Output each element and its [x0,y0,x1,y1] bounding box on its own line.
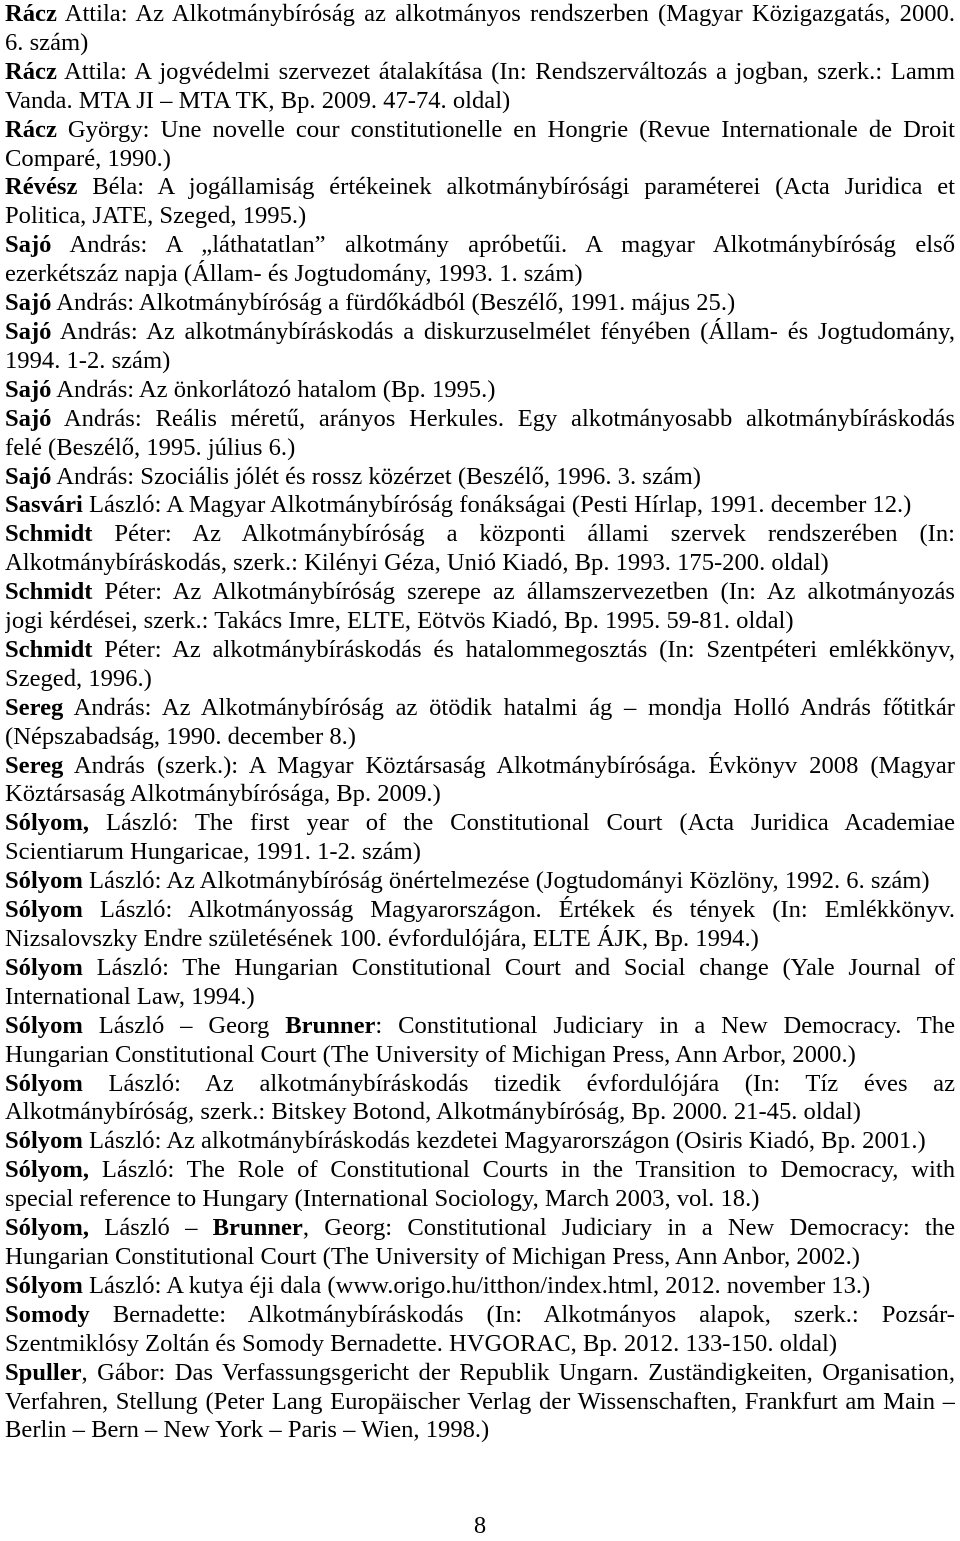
entry-text: Politica, JATE, Szeged, 1995.) [5,202,307,230]
bibliography-entry [5,694,955,752]
author-name: Sólyom, [5,809,90,837]
entry-text: András: Szociális jólét és rossz közérzet (Beszélő, 1996. 3. szám) [51,462,701,490]
entry-text: 6. szám) [5,28,89,56]
bibliography-entry [5,116,955,174]
author-name: Rácz [5,57,57,85]
entry-text: Péter: Az Alkotmánybíróság szerepe az államszervezetben (In: Az alkotmányozás [92,578,955,606]
author-name: Brunner [285,1011,376,1039]
entry-line [5,549,955,578]
author-name: Sólyom, [5,1214,90,1242]
entry-text: László: A kutya éji dala (www.origo.hu/itthon/index.html, 2012. november 13.) [82,1271,871,1299]
bibliography-entry [5,578,955,636]
bibliography-entry [5,520,955,578]
entry-line [5,665,955,694]
bibliography-entry [5,896,955,954]
entry-line [5,867,955,896]
author-name: Sereg [5,693,64,721]
bibliography-entry [5,752,955,810]
entry-line [5,607,955,636]
entry-text: Nizsalovszky Endre születésének 100. évfordulójára, ELTE ÁJK, Bp. 1994.) [5,925,759,952]
entry-text: Verfahren, Stellung (Peter Lang Europäischer Verlag der Wissenschaften, Frankfurt am Main – [5,1387,955,1415]
entry-text: (Népszabadság, 1990. december 8.) [5,722,357,750]
entry-text: felé (Beszélő, 1995. július 6.) [5,433,296,461]
author-name: Schmidt [5,635,93,663]
entry-text: Hungarian Constitutional Court (The University of Michigan Press, Ann Anbor, 2002.) [5,1242,860,1270]
entry-text: special reference to Hungary (International Sociology, March 2003, vol. 18.) [5,1185,760,1213]
author-name: Sajó [5,289,52,317]
entry-text: jogi kérdései, szerk.: Takács Imre, ELTE, Eötvös Kiadó, Bp. 1995. 59-81. oldal) [5,607,794,635]
entry-text: Scientiarum Hungaricae, 1991. 1-2. szám) [5,838,421,866]
entry-line [5,58,955,87]
entry-line [5,1388,955,1417]
bibliography-entry [5,231,955,289]
bibliography-entry [5,491,955,520]
entry-text: László: The Hungarian Constitutional Court and Social change (Yale Journal of [82,953,955,981]
entry-text: László: Az alkotmánybíráskodás kezdetei Magyarországon (Osiris Kiadó, Bp. 2001.) [82,1127,926,1155]
entry-text: György: Une novelle cour constitutionelle en Hongrie (Revue Internationale de Droit [56,115,955,143]
entry-line [5,636,955,665]
author-name: Sólyom [5,1127,83,1155]
bibliography-entry [5,173,955,231]
entry-line [5,1070,955,1099]
entry-line [5,491,955,520]
bibliography-list [5,0,955,1445]
author-name: Somody [5,1300,90,1328]
entry-line [5,173,955,202]
entry-line [5,1041,955,1070]
entry-text: International Law, 1994.) [5,982,255,1010]
author-name: Brunner [212,1214,303,1242]
author-name: Sajó [5,375,52,403]
author-name: Sólyom [5,867,83,895]
entry-line [5,1012,955,1041]
bibliography-entry [5,58,955,116]
entry-line [5,838,955,867]
entry-line [5,1127,955,1156]
entry-line [5,1416,955,1445]
entry-line [5,260,955,289]
author-name: Sólyom [5,896,83,924]
entry-text: ezerkétszáz napja (Állam- és Jogtudomány, 1993. 1. szám) [5,260,583,288]
bibliography-entry [5,636,955,694]
bibliography-entry [5,1214,955,1272]
entry-line [5,1359,955,1388]
author-name: Sereg [5,751,64,779]
entry-line [5,578,955,607]
author-name: Sólyom [5,953,83,981]
author-name: Spuller [5,1358,82,1386]
author-name: Rácz [5,0,57,27]
bibliography-entry [5,1070,955,1128]
entry-text: Péter: Az Alkotmánybíróság a központi állami szervek rendszerében (In: [92,520,955,548]
bibliography-entry [5,809,955,867]
entry-line [5,202,955,231]
entry-text: Alkotmánybíráskodás, szerk.: Kilényi Géza, Unió Kiadó, Bp. 1993. 175-200. oldal) [5,549,829,577]
entry-line [5,434,955,463]
author-name: Révész [5,173,78,201]
bibliography-entry [5,376,955,405]
bibliography-entry [5,0,955,58]
author-name: Sólyom [5,1011,83,1039]
entry-text: Köztársaság Alkotmánybírósága, Bp. 2009.) [5,780,441,808]
entry-line [5,289,955,318]
entry-line [5,1272,955,1301]
entry-line [5,87,955,116]
entry-text: Bernadette: Alkotmánybíráskodás (In: Alkotmányos alapok, szerk.: Pozsár- [89,1300,955,1328]
entry-text: András: Reális méretű, arányos Herkules. Egy alkotmányosabb alkotmánybíráskodás [51,404,955,432]
bibliography-entry [5,1012,955,1070]
entry-line [5,1185,955,1214]
entry-text: László: Az alkotmánybíráskodás tizedik évfordulójára (In: Tíz éves az [82,1069,955,1097]
entry-text: András: A „láthatatlan” alkotmány apróbetűi. A magyar Alkotmánybíróság első [51,231,955,259]
entry-text: András (szerk.): A Magyar Köztársaság Alkotmánybírósága. Évkönyv 2008 (Magyar [63,751,955,779]
entry-text: Attila: A jogvédelmi szervezet átalakítása (In: Rendszerváltozás a jogban, szerk.: Lamm [56,57,955,85]
entry-line [5,376,955,405]
entry-text: László – Georg [82,1011,286,1039]
entry-line [5,1214,955,1243]
page-number: 8 [473,1512,487,1539]
author-name: Sajó [5,462,52,490]
author-name: Sólyom [5,1271,83,1299]
author-name: Sasvári [5,491,83,519]
bibliography-entry [5,405,955,463]
entry-text: Comparé, 1990.) [5,144,171,172]
entry-line [5,809,955,838]
author-name: Sajó [5,231,52,259]
entry-line [5,954,955,983]
entry-text: Hungarian Constitutional Court (The University of Michigan Press, Ann Arbor, 2000.) [5,1040,856,1068]
entry-line [5,1243,955,1272]
entry-text: Vanda. MTA JI – MTA TK, Bp. 2009. 47-74. oldal) [5,86,511,114]
bibliography-entry [5,1301,955,1359]
bibliography-entry [5,1272,955,1301]
entry-line [5,925,955,954]
entry-text: Berlin – Bern – New York – Paris – Wien, 1998.) [5,1416,490,1444]
author-name: Sólyom [5,1069,83,1097]
entry-text: 1994. 1-2. szám) [5,346,171,374]
bibliography-entry [5,1156,955,1214]
entry-text: Szentmiklósy Zoltán és Somody Bernadette. HVGORAC, Bp. 2012. 133-150. oldal) [5,1329,838,1357]
entry-text: András: Alkotmánybíróság a fürdőkádból (Beszélő, 1991. május 25.) [51,289,736,317]
entry-line [5,0,955,29]
entry-line [5,231,955,260]
author-name: Schmidt [5,520,93,548]
entry-line [5,463,955,492]
author-name: Sólyom, [5,1156,90,1184]
entry-line [5,520,955,549]
entry-text: Péter: Az alkotmánybíráskodás és hatalommegosztás (In: Szentpéteri emlékkönyv, [92,635,955,663]
bibliography-entry [5,463,955,492]
entry-line [5,983,955,1012]
entry-text: László: The first year of the Constitutional Court (Acta Juridica Academiae [89,809,955,837]
entry-line [5,1301,955,1330]
bibliography-entry [5,867,955,896]
entry-line [5,405,955,434]
entry-line [5,780,955,809]
entry-line [5,752,955,781]
entry-text: László: Az Alkotmánybíróság önértelmezése (Jogtudományi Közlöny, 1992. 6. szám) [82,867,930,895]
bibliography-entry [5,1127,955,1156]
entry-text: András: Az önkorlátozó hatalom (Bp. 1995.) [51,375,496,403]
entry-text: Béla: A jogállamiság értékeinek alkotmánybírósági paraméterei (Acta Juridica et [77,173,955,201]
entry-text: László: A Magyar Alkotmánybíróság fonákságai (Pesti Hírlap, 1991. december 12.) [82,491,912,519]
entry-text: László: The Role of Constitutional Courts in the Transition to Democracy, with [89,1156,955,1184]
entry-line [5,29,955,58]
bibliography-entry [5,289,955,318]
author-name: Rácz [5,115,57,143]
entry-text: Attila: Az Alkotmánybíróság az alkotmányos rendszerben (Magyar Közigazgatás, 2000. [56,0,955,27]
entry-line [5,1330,955,1359]
entry-text: András: Az alkotmánybíráskodás a diskurzuselmélet fényében (Állam- és Jogtudomány, [51,317,955,345]
entry-line [5,116,955,145]
entry-line [5,896,955,925]
author-name: Sajó [5,404,52,432]
entry-text: : Constitutional Judiciary in a New Democracy. The [375,1011,955,1039]
author-name: Schmidt [5,578,93,606]
entry-text: László – [89,1214,213,1242]
entry-text: Szeged, 1996.) [5,664,152,692]
entry-text: , Gábor: Das Verfassungsgericht der Republik Ungarn. Zuständigkeiten, Organisation, [81,1358,955,1386]
bibliography-entry [5,318,955,376]
entry-line [5,347,955,376]
entry-line [5,318,955,347]
entry-line [5,723,955,752]
entry-text: András: Az Alkotmánybíróság az ötödik hatalmi ág – mondja Holló András főtitkár [63,693,955,721]
entry-text: , Georg: Constitutional Judiciary in a New Democracy: the [302,1214,955,1242]
entry-line [5,694,955,723]
entry-text: László: Alkotmányosság Magyarországon. Értékek és tények (In: Emlékkönyv. [82,896,955,924]
bibliography-entry [5,954,955,1012]
entry-text: Alkotmánybíróság, szerk.: Bitskey Botond, Alkotmánybíróság, Bp. 2000. 21-45. oldal) [5,1098,861,1126]
entry-line [5,145,955,174]
entry-line [5,1156,955,1185]
entry-line [5,1098,955,1127]
bibliography-entry [5,1359,955,1446]
author-name: Sajó [5,317,52,345]
